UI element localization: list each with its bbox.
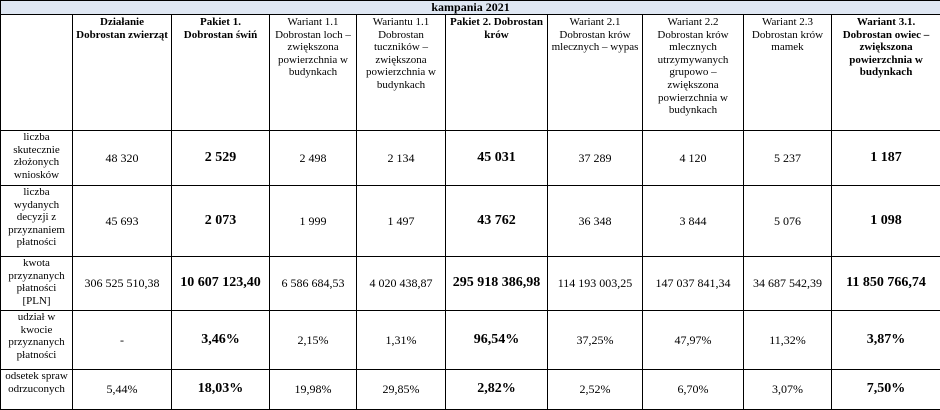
table-cell: 2 529 bbox=[172, 131, 270, 186]
table-row bbox=[1, 311, 940, 370]
table-cell: 37 289 bbox=[548, 131, 643, 186]
table-cell: 6,70% bbox=[643, 370, 744, 410]
table-cell: 3 844 bbox=[643, 186, 744, 257]
table-row bbox=[1, 131, 940, 186]
column-header: Pakiet 1. Dobrostan świń bbox=[172, 15, 270, 131]
row-label: liczba skutecznie złożonych wniosków bbox=[1, 131, 73, 186]
table-cell: 47,97% bbox=[643, 311, 744, 370]
table-cell: - bbox=[73, 311, 172, 370]
table-cell: 5,44% bbox=[73, 370, 172, 410]
column-header: Działanie Dobrostan zwierząt bbox=[73, 15, 172, 131]
table-cell: 5 076 bbox=[744, 186, 832, 257]
table-cell: 37,25% bbox=[548, 311, 643, 370]
table-cell: 10 607 123,40 bbox=[172, 257, 270, 311]
table-row bbox=[1, 186, 940, 257]
table-cell: 1,31% bbox=[357, 311, 446, 370]
row-label: liczba wydanych decyzji z przyznaniem płatności bbox=[1, 186, 73, 257]
table-cell: 2 134 bbox=[357, 131, 446, 186]
table-cell: 18,03% bbox=[172, 370, 270, 410]
column-header: Wariantu 1.1 Dobrostan tuczników – zwiększona powierzchnia w budynkach bbox=[357, 15, 446, 131]
caption-row bbox=[1, 1, 940, 15]
table-cell: 147 037 841,34 bbox=[643, 257, 744, 311]
table-row bbox=[1, 257, 940, 311]
row-label: kwota przyznanych płatności [PLN] bbox=[1, 257, 73, 311]
table-cell: 4 120 bbox=[643, 131, 744, 186]
table-cell: 4 020 438,87 bbox=[357, 257, 446, 311]
table-cell: 2 498 bbox=[270, 131, 357, 186]
table-cell: 1 497 bbox=[357, 186, 446, 257]
table-cell: 29,85% bbox=[357, 370, 446, 410]
row-label: odsetek spraw odrzuconych bbox=[1, 370, 73, 410]
column-header: Wariant 2.1 Dobrostan krów mlecznych – wypas bbox=[548, 15, 643, 131]
table-cell: 34 687 542,39 bbox=[744, 257, 832, 311]
table-caption: kampania 2021 bbox=[1, 1, 940, 15]
table-cell: 19,98% bbox=[270, 370, 357, 410]
table-cell: 295 918 386,98 bbox=[446, 257, 548, 311]
table-cell: 3,87% bbox=[832, 311, 940, 370]
table-cell: 306 525 510,38 bbox=[73, 257, 172, 311]
table-cell: 96,54% bbox=[446, 311, 548, 370]
column-header: Wariant 2.3 Dobrostan krów mamek bbox=[744, 15, 832, 131]
table-cell: 5 237 bbox=[744, 131, 832, 186]
table-cell: 2,82% bbox=[446, 370, 548, 410]
table-cell: 3,46% bbox=[172, 311, 270, 370]
table-cell: 45 693 bbox=[73, 186, 172, 257]
table-cell: 3,07% bbox=[744, 370, 832, 410]
table-cell: 1 098 bbox=[832, 186, 940, 257]
table-cell: 36 348 bbox=[548, 186, 643, 257]
header-row bbox=[1, 15, 940, 131]
table-cell: 2,15% bbox=[270, 311, 357, 370]
table-cell: 1 187 bbox=[832, 131, 940, 186]
table-cell: 6 586 684,53 bbox=[270, 257, 357, 311]
table-cell: 2,52% bbox=[548, 370, 643, 410]
column-header: Wariant 3.1. Dobrostan owiec – zwiększona powierzchnia w budynkach bbox=[832, 15, 940, 131]
column-header: Wariant 1.1 Dobrostan loch – zwiększona powierzchnia w budynkach bbox=[270, 15, 357, 131]
table-cell: 43 762 bbox=[446, 186, 548, 257]
table-cell: 1 999 bbox=[270, 186, 357, 257]
column-header: Pakiet 2. Dobrostan krów bbox=[446, 15, 548, 131]
table-cell: 11 850 766,74 bbox=[832, 257, 940, 311]
table-cell: 48 320 bbox=[73, 131, 172, 186]
column-header: Wariant 2.2 Dobrostan krów mlecznych utrzymywanych grupowo – zwiększona powierzchnia w budynkach bbox=[643, 15, 744, 131]
corner-cell bbox=[1, 15, 73, 131]
row-label: udział w kwocie przyznanych płatności bbox=[1, 311, 73, 370]
table-cell: 11,32% bbox=[744, 311, 832, 370]
table-cell: 45 031 bbox=[446, 131, 548, 186]
table-cell: 114 193 003,25 bbox=[548, 257, 643, 311]
table-row bbox=[1, 370, 940, 410]
table-cell: 2 073 bbox=[172, 186, 270, 257]
table-cell: 7,50% bbox=[832, 370, 940, 410]
